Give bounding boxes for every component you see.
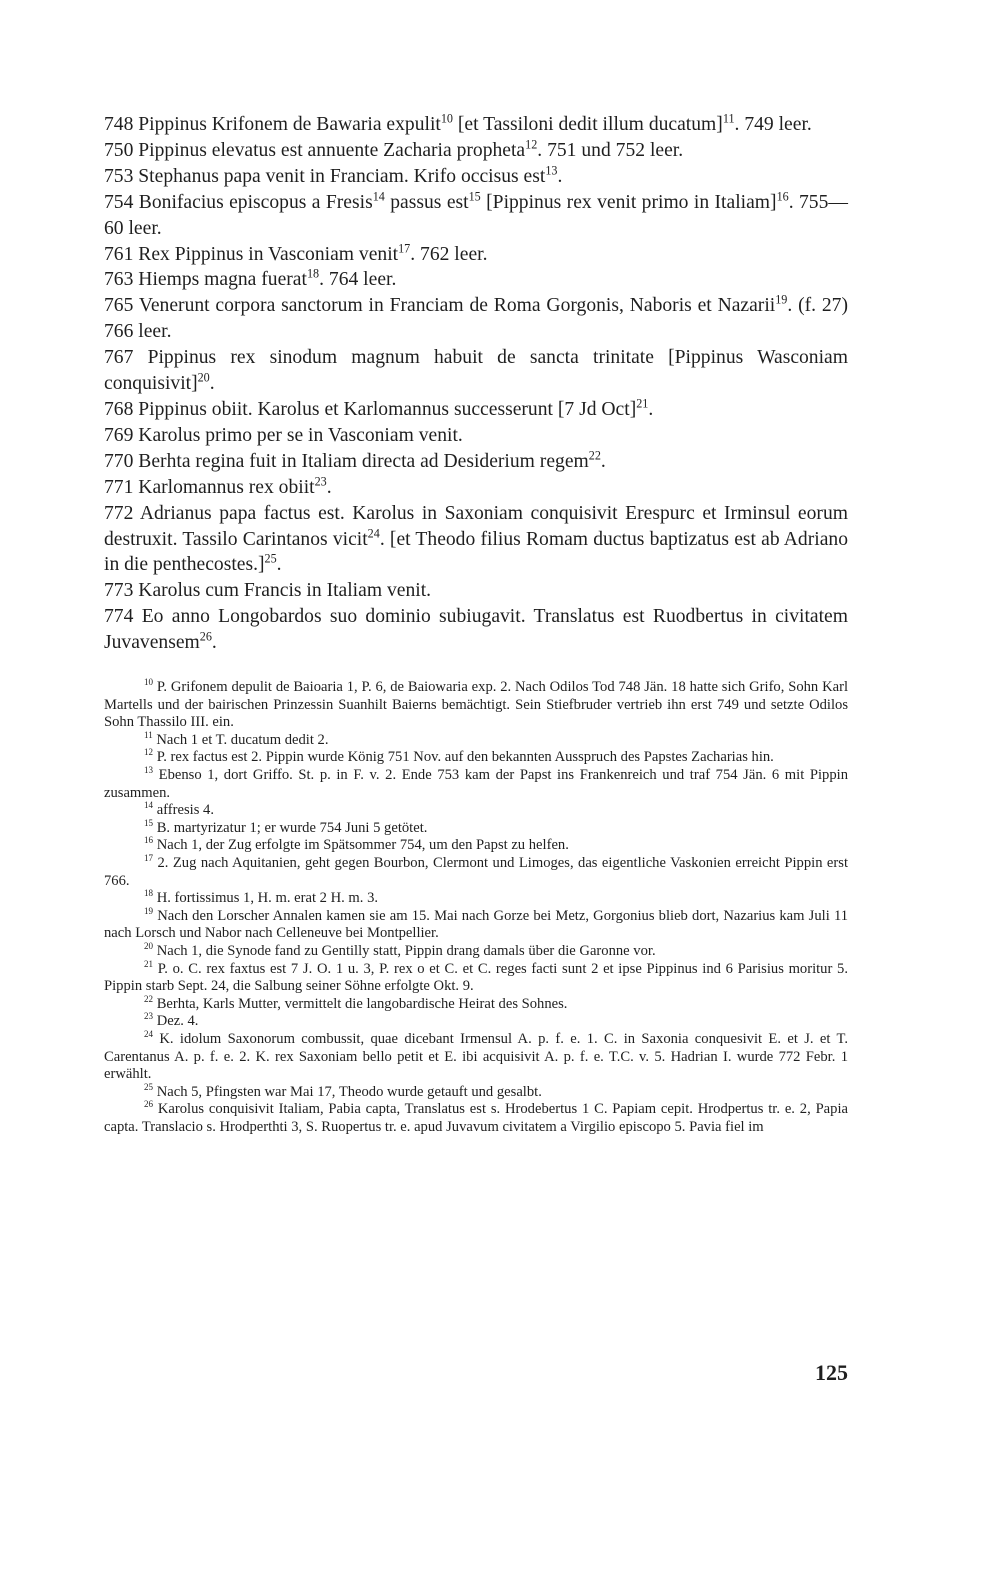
entry-text: . 749 leer. bbox=[734, 114, 812, 135]
footnote-ref: 17 bbox=[398, 241, 411, 255]
entry-text: passus est bbox=[384, 191, 469, 213]
footnote-text: Nach 1 et T. ducatum dedit 2. bbox=[152, 731, 329, 748]
footnote-ref: 19 bbox=[775, 292, 788, 307]
entry-text: . bbox=[209, 373, 215, 395]
annal-entry bbox=[104, 345, 848, 397]
annal-entries bbox=[104, 112, 848, 656]
footnote-text: K. idolum Saxonorum combussit, quae dicebant Irmensul A. p. f. e. 1. C. in Saxonia conquesivit E. et J. et T. Carentanus A. p. f. e. 2. K. rex Saxoniam bello petit et E. ibi acquisivit A. p. f. e. T.C. v. 5. Hadrian I. wurde 772 Febr. 1 erwählt. bbox=[104, 1030, 848, 1083]
footnote-text: P. rex factus est 2. Pippin wurde König 751 Nov. auf den bekannten Ausspruch des Papstes Zacharias hin. bbox=[153, 749, 774, 766]
footnote-ref: 20 bbox=[197, 370, 210, 385]
footnote-number: 23 bbox=[144, 1011, 154, 1022]
footnote bbox=[104, 855, 848, 890]
footnote-text: P. o. C. rex faxtus est 7 J. O. 1 u. 3, P. rex o et C. et C. reges facti sunt 2 et ipse Pippinus ind 6 Parisius moritur 5. Pippin starb Sept. 24, die Salbung seiner Söhne erfolgte Okt. 9. bbox=[104, 960, 848, 995]
footnote-text: B. martyrizatur 1; er wurde 754 Juni 5 getötet. bbox=[153, 819, 428, 836]
footnote bbox=[104, 1081, 848, 1102]
entry-text: . [et Theodo filius Romam ductus baptizatus est ab Adriano in die penthecostes.] bbox=[104, 528, 848, 576]
entry-text: 771 Karlomannus rex obiit bbox=[104, 476, 315, 498]
annal-entry bbox=[104, 578, 848, 604]
footnote-number: 20 bbox=[144, 941, 154, 952]
footnote-ref: 18 bbox=[306, 266, 320, 281]
footnote-ref: 16 bbox=[776, 189, 789, 204]
entry-text: 748 Pippinus Krifonem de Bawaria expulit bbox=[104, 114, 441, 135]
entry-text: 765 Venerunt corpora sanctorum in Franciam de Roma Gorgonis, Naboris et Nazarii bbox=[104, 295, 776, 317]
footnote-ref: 15 bbox=[468, 189, 481, 204]
footnote-number: 17 bbox=[144, 853, 154, 864]
footnote-number: 26 bbox=[144, 1099, 154, 1110]
entry-text: . bbox=[276, 554, 282, 576]
page-number: 125 bbox=[815, 1360, 848, 1385]
annal-entry bbox=[104, 112, 848, 138]
entry-text: . bbox=[600, 450, 606, 472]
footnote-text: Karolus conquisivit Italiam, Pabia capta, Translatus est s. Hrodebertus 1 C. Papiam cepit. Hrodpertus tr. e. 2, Papia capta. Translacio s. Hrodperthti 3, S. Ruopertus tr. e. apud Juvavum civitatem a Virgilio episcopo 5. Pavia fiel im bbox=[104, 1101, 848, 1135]
entry-text: [Pippinus rex venit primo in Italiam] bbox=[480, 191, 777, 213]
footnote-text: Dez. 4. bbox=[153, 1013, 199, 1030]
footnote-text: 2. Zug nach Aquitanien, geht gegen Bourbon, Clermont und Limoges, das eigentliche Vaskonien erreicht Pippin erst 766. bbox=[104, 854, 848, 889]
entry-text: 750 Pippinus elevatus est annuente Zacharia propheta bbox=[104, 139, 526, 161]
footnote bbox=[104, 1031, 848, 1084]
footnote-ref: 23 bbox=[314, 474, 327, 489]
annal-entry bbox=[104, 138, 848, 164]
footnote-text: H. fortissimus 1, H. m. erat 2 H. m. 3. bbox=[153, 890, 379, 907]
entry-text: . bbox=[557, 165, 563, 187]
footnote bbox=[104, 958, 848, 996]
footnote-number: 16 bbox=[144, 835, 154, 846]
entry-text: 769 Karolus primo per se in Vasconiam venit. bbox=[104, 424, 463, 446]
entry-text: . (f. 27) 766 leer. bbox=[104, 295, 849, 343]
footnote-number: 24 bbox=[144, 1029, 154, 1040]
entry-text: 772 Adrianus papa factus est. Karolus in Saxoniam conquisivit Erespurc et Irminsul eorum destruxit. Tassilo Carintanos vicit bbox=[104, 502, 848, 550]
footnote-number: 11 bbox=[144, 729, 153, 740]
footnote bbox=[104, 890, 848, 908]
footnote-text: P. Grifonem depulit de Baioaria 1, P. 6, de Baiowaria exp. 2. Nach Odilos Tod 748 Jän. 18 hatte sich Grifo, Sohn Karl Martells und der bairischen Prinzessin Suanhilt Baierns bemächtigt. Sein Stiefbruder vertrieb ihn erst 749 und setzte Odilos Sohn Thassilo III. ein. bbox=[104, 679, 848, 731]
footnote-text: Nach den Lorscher Annalen kamen sie am 15. Mai nach Gorze bei Metz, Gorgonius blieb dort, Nazarius kam Juli 11 nach Lorsch und Nabor nach Celleneuve bei Montpellier. bbox=[104, 907, 848, 942]
footnote bbox=[104, 729, 848, 750]
footnotes bbox=[104, 679, 848, 1136]
annal-entry bbox=[104, 242, 848, 268]
entry-text: [et Tassiloni dedit illum ducatum] bbox=[453, 114, 723, 135]
footnote-ref: 12 bbox=[525, 137, 538, 152]
annal-entry bbox=[104, 449, 848, 475]
entry-text: . 755—60 leer. bbox=[104, 191, 848, 239]
entry-text: . 751 und 752 leer. bbox=[537, 139, 684, 161]
footnote bbox=[104, 767, 848, 802]
footnote-text: Ebenso 1, dort Griffo. St. p. in F. v. 2. Ende 753 kam der Papst ins Frankenreich und traf 754 Jän. 6 mit Pippin zusammen. bbox=[104, 767, 848, 801]
footnote-ref: 24 bbox=[367, 525, 380, 540]
footnote bbox=[104, 1013, 848, 1031]
footnote-ref: 10 bbox=[440, 111, 453, 126]
footnote-number: 21 bbox=[144, 958, 154, 969]
footnote-ref: 26 bbox=[199, 629, 212, 644]
footnote bbox=[104, 679, 848, 732]
entry-text: 774 Eo anno Longobardos suo dominio subiugavit. Translatus est Ruodbertus in civitatem Juvavensem bbox=[104, 606, 848, 654]
footnote-ref: 13 bbox=[545, 163, 558, 178]
entry-text: 761 Rex Pippinus in Vasconiam venit bbox=[104, 243, 399, 265]
footnote-number: 13 bbox=[144, 765, 154, 776]
footnote-number: 15 bbox=[144, 817, 154, 828]
footnote bbox=[104, 1101, 848, 1136]
footnote bbox=[104, 905, 848, 943]
annal-entry bbox=[104, 475, 848, 501]
footnote-text: Nach 1, der Zug erfolgte im Spätsommer 754, um den Papst zu helfen. bbox=[153, 837, 569, 854]
footnote-ref: 14 bbox=[372, 189, 385, 204]
entry-text: 753 Stephanus papa venit in Franciam. Krifo occisus est bbox=[104, 165, 546, 187]
annal-entry bbox=[104, 190, 848, 242]
entry-text: 767 Pippinus rex sinodum magnum habuit de sancta trinitate [Pippinus Wasconiam conquisivit] bbox=[104, 347, 848, 395]
annal-entry bbox=[104, 397, 848, 423]
footnote-text: Nach 5, Pfingsten war Mai 17, Theodo wurde getauft und gesalbt. bbox=[153, 1083, 542, 1100]
footnote bbox=[104, 943, 848, 961]
footnote bbox=[104, 837, 848, 855]
annal-entry bbox=[104, 164, 848, 190]
footnote bbox=[104, 802, 848, 820]
page-body bbox=[104, 112, 848, 1136]
footnote-number: 18 bbox=[144, 888, 154, 899]
footnote-number: 19 bbox=[144, 905, 154, 916]
footnote-ref: 21 bbox=[636, 396, 649, 411]
footnote-number: 14 bbox=[144, 800, 154, 811]
entry-text: . bbox=[326, 476, 332, 498]
footnote-ref: 22 bbox=[588, 448, 601, 463]
annal-entry bbox=[104, 267, 848, 293]
entry-text: 768 Pippinus obiit. Karolus et Karlomannus successerunt [7 Jd Oct] bbox=[104, 398, 637, 420]
footnote-text: affresis 4. bbox=[153, 802, 214, 819]
entry-text: 770 Berhta regina fuit in Italiam directa ad Desiderium regem bbox=[104, 450, 589, 472]
footnote-text: Berhta, Karls Mutter, vermittelt die langobardische Heirat des Sohnes. bbox=[153, 995, 568, 1012]
footnote bbox=[104, 993, 848, 1014]
entry-text: 754 Bonifacius episcopus a Fresis bbox=[104, 191, 373, 213]
annal-entry bbox=[104, 501, 848, 579]
entry-text: . bbox=[211, 632, 217, 654]
footnote-number: 22 bbox=[144, 993, 154, 1004]
annal-entry bbox=[104, 604, 848, 656]
annal-entry bbox=[104, 293, 848, 345]
footnote bbox=[104, 749, 848, 767]
entry-text: . 762 leer. bbox=[410, 243, 488, 265]
entry-text: . 764 leer. bbox=[319, 269, 397, 291]
footnote-ref: 25 bbox=[264, 551, 277, 566]
footnote-number: 10 bbox=[144, 677, 154, 688]
footnote bbox=[104, 817, 848, 838]
entry-text: 773 Karolus cum Francis in Italiam venit. bbox=[104, 580, 432, 602]
footnote-number: 12 bbox=[144, 747, 154, 758]
entry-text: 763 Hiemps magna fuerat bbox=[104, 269, 307, 291]
footnote-ref: 11 bbox=[722, 111, 735, 126]
footnote-number: 25 bbox=[144, 1081, 154, 1092]
annal-entry bbox=[104, 423, 848, 449]
footnote-text: Nach 1, die Synode fand zu Gentilly statt, Pippin drang damals über die Garonne vor. bbox=[153, 942, 656, 959]
entry-text: . bbox=[648, 398, 654, 420]
